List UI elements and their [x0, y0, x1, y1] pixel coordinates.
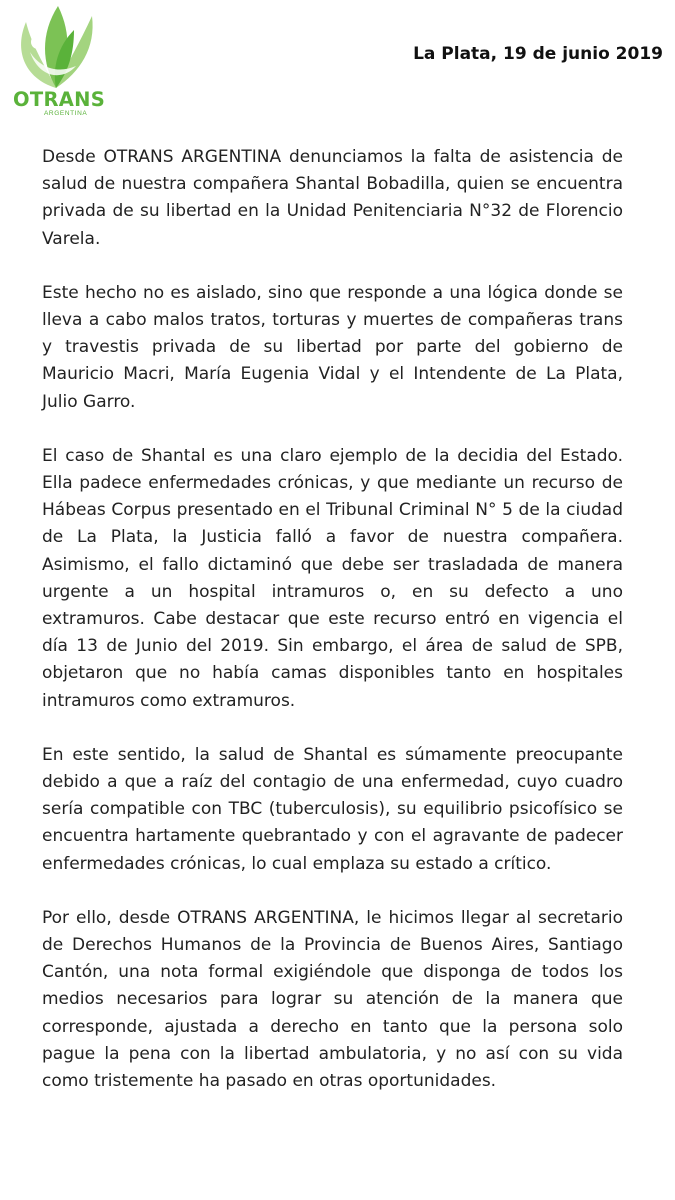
- logo-subtitle: ARGENTINA: [44, 110, 88, 117]
- logo-wordmark: OTRANS: [13, 88, 106, 111]
- otrans-logo: [8, 4, 108, 116]
- otrans-leaf-icon: [10, 4, 102, 90]
- date-line: La Plata, 19 de junio 2019: [413, 44, 663, 64]
- paragraph-5: Por ello, desde OTRANS ARGENTINA, le hicimos llegar al secretario de Derechos Humanos de la Provincia de Buenos Aires, Santiago Cantón, una nota formal exigiéndole que disponga de todos los medios necesarios para lograr su atención de la manera que corresponde, ajustada a derecho en tanto que la persona solo pague la pena con la libertad ambulatoria, y no así con su vida como tristemente ha pasado en otras oportunidades.: [42, 907, 623, 1092]
- paragraph-4: En este sentido, la salud de Shantal es súmamente preocupante debido a que a raíz del contagio de una enfermedad, cuyo cuadro sería compatible con TBC (tuberculosis), su equilibrio psicofísico se encuentra hartamente quebrantado y con el agravante de padecer enfermedades crónicas, lo cual emplaza su estado a crítico.: [42, 744, 623, 874]
- paragraph-3: El caso de Shantal es una claro ejemplo de la decidia del Estado. Ella padece enfermedades crónicas, y que mediante un recurso de Hábeas Corpus presentado en el Tribunal Criminal N° 5 de la ciudad de La Plata, la Justicia falló a favor de nuestra compañera. Asimismo, el fallo dictaminó que debe ser trasladada de manera urgente a un hospital intramuros o, en su defecto a uno extramuros. Cabe destacar que este recurso entró en vigencia el día 13 de Junio del 2019. Sin embargo, el área de salud de SPB, objetaron que no había camas disponibles tanto en hospitales intramuros como extramuros.: [42, 445, 623, 711]
- paragraph-2: Este hecho no es aislado, sino que responde a una lógica donde se lleva a cabo malos tratos, torturas y muertes de compañeras trans y travestis privada de su libertad por parte del gobierno de Mauricio Macri, María Eugenia Vidal y el Intendente de La Plata, Julio Garro.: [42, 282, 623, 412]
- letter-body: [42, 144, 623, 1122]
- paragraph-1: Desde OTRANS ARGENTINA denunciamos la falta de asistencia de salud de nuestra compañera Shantal Bobadilla, quien se encuentra privada de su libertad en la Unidad Penitenciaria N°32 de Florencio Varela.: [42, 147, 623, 249]
